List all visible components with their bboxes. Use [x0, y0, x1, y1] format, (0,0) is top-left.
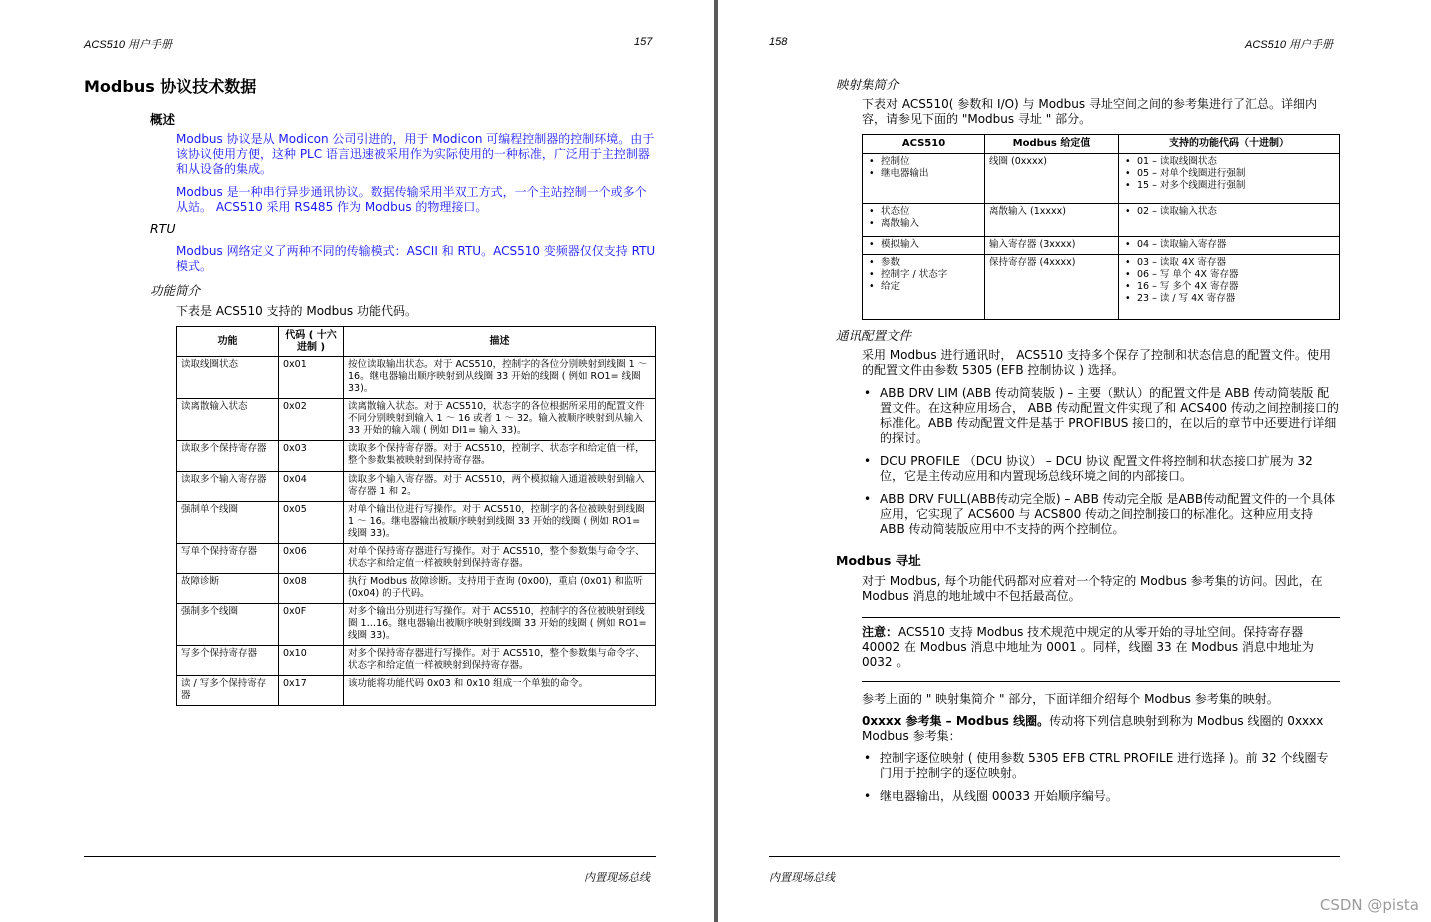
function-cell: 强制多个线圈 — [177, 604, 279, 646]
codes-cell — [1119, 237, 1340, 255]
section-title: Modbus 协议技术数据 — [84, 77, 257, 96]
list-item: • 02 – 读取输入状态 — [1123, 206, 1335, 218]
description-cell: 该功能将功能代码 0x03 和 0x10 组成一个单独的命令。 — [344, 676, 656, 706]
code-cell: 0x10 — [279, 646, 344, 676]
header-function: 功能 — [177, 327, 279, 357]
function-heading: 功能简介 — [150, 283, 201, 298]
reference-cell: 线圈 (0xxxx) — [985, 154, 1119, 204]
list-item: • 16 – 写 多个 4X 寄存器 — [1123, 281, 1335, 293]
table-row — [863, 255, 1340, 320]
list-item: • 控制字逐位映射 ( 使用参数 5305 EFB CTRL PROFILE 进行选择 )。前 32 个线圈专门用于控制字的逐位映射。 — [862, 751, 1340, 781]
header-title: ACS510 用户手册 — [84, 39, 173, 51]
list-item: • 06 – 写 单个 4X 寄存器 — [1123, 269, 1335, 281]
table-row — [177, 502, 656, 544]
reference-cell: 离散输入 (1xxxx) — [985, 204, 1119, 237]
list-item: • 控制字 / 状态字 — [867, 269, 980, 281]
codes-cell — [1119, 255, 1340, 320]
note-bottom-rule — [862, 681, 1340, 682]
description-cell: 读取多个保持寄存器。对于 ACS510，控制字、状态字和给定值一样，整个参数集被映射到保持寄存器。 — [344, 441, 656, 472]
acs-cell — [863, 255, 985, 320]
footer-text: 内置现场总线 — [769, 871, 835, 884]
list-item: • ABB DRV FULL(ABB传动完全版) – ABB 传动完全版 是ABB传动配置文件的一个具体应用，它实现了 ACS600 与 ACS800 传动之间控制接口的标准化。这种应用支持 ABB 传动简装版应用中不支持的两个控制位。 — [862, 492, 1340, 537]
list-item: • 23 – 读 / 写 4X 寄存器 — [1123, 293, 1335, 305]
overview-paragraph-1: Modbus 协议是从 Modicon 公司引进的，用于 Modicon 可编程控制器的控制环境。由于该协议使用方便，这种 PLC 语言迅速被采用作为实际使用的一种标准，广泛用于主控制器和从设备的集成。 — [176, 132, 655, 176]
code-cell: 0x0F — [279, 604, 344, 646]
description-cell: 读离散输入状态。对于 ACS510，状态字的各位根据所采用的配置文件不同分别映射到输入 1 ～ 16 或者 1 ～ 32。输入被顺序映射到从输入 33 开始的输入端 ( 例如 DI1= 输入 33)。 — [344, 399, 656, 441]
mapping-intro: 下表对 ACS510( 参数和 I/O) 与 Modbus 寻址空间之间的参考集进行了汇总。详细内容，请参见下面的 "Modbus 寻址 " 部分。 — [862, 97, 1317, 126]
coil-list — [862, 751, 1340, 812]
function-cell: 读取多个保持寄存器 — [177, 441, 279, 472]
list-item: • 15 – 对多个线圈进行强制 — [1123, 180, 1335, 192]
rtu-heading: RTU — [150, 221, 176, 236]
function-cell: 读离散输入状态 — [177, 399, 279, 441]
table-row — [177, 357, 656, 399]
table-header-row — [177, 327, 656, 357]
overview-heading: 概述 — [150, 112, 176, 127]
codes-cell — [1119, 204, 1340, 237]
function-code-table — [176, 326, 656, 706]
function-cell: 故障诊断 — [177, 574, 279, 604]
table-row — [177, 574, 656, 604]
table-header-row — [863, 135, 1340, 154]
footer-rule — [769, 856, 1340, 857]
footer-text: 内置现场总线 — [584, 871, 650, 884]
reference-cell: 保持寄存器 (4xxxx) — [985, 255, 1119, 320]
function-cell: 写多个保持寄存器 — [177, 646, 279, 676]
table-row — [177, 399, 656, 441]
function-cell: 读 / 写多个保持寄存器 — [177, 676, 279, 706]
coil-heading: 0xxxx 参考集 – Modbus 线圈。 — [862, 714, 1050, 728]
function-cell: 写单个保持寄存器 — [177, 544, 279, 574]
table-row — [863, 154, 1340, 204]
codes-cell — [1119, 154, 1340, 204]
reference-paragraph: 参考上面的 " 映射集简介 " 部分，下面详细介绍每个 Modbus 参考集的映射。 — [862, 692, 1279, 706]
left-page — [0, 0, 714, 922]
note-text: ACS510 支持 Modbus 技术规范中规定的从零开始的寻址空间。保持寄存器 40002 在 Modbus 消息中地址为 0001 。同样，线圈 33 在 Modbus 消息中地址为 0032 。 — [862, 625, 1314, 669]
list-item: • 05 – 对单个线圈进行强制 — [1123, 168, 1335, 180]
note-label: 注意： — [862, 625, 899, 639]
description-cell: 执行 Modbus 故障诊断。支持用于查询 (0x00)，重启 (0x01) 和监听 (0x04) 的子代码。 — [344, 574, 656, 604]
header-function-codes: 支持的功能代码（十进制） — [1119, 135, 1340, 154]
header-code: 代码 ( 十六进制 ) — [279, 327, 344, 357]
list-item: • DCU PROFILE （DCU 协议） – DCU 协议 配置文件将控制和状态接口扩展为 32 位，它是主传动应用和内置现场总线环境之间的内部接口。 — [862, 454, 1340, 484]
addressing-heading: Modbus 寻址 — [836, 553, 921, 568]
code-cell: 0x06 — [279, 544, 344, 574]
table-row — [177, 676, 656, 706]
profile-heading: 通讯配置文件 — [836, 328, 912, 343]
description-cell: 对多个保持寄存器进行写操作。对于 ACS510，整个参数集与命令字、状态字和给定值一样被映射到保持寄存器。 — [344, 646, 656, 676]
list-item: • 状态位 — [867, 206, 980, 218]
rtu-paragraph: Modbus 网络定义了两种不同的传输模式：ASCII 和 RTU。ACS510 变频器仅仅支持 RTU 模式。 — [176, 244, 656, 273]
code-cell: 0x02 — [279, 399, 344, 441]
footer-rule — [84, 856, 656, 857]
code-cell: 0x01 — [279, 357, 344, 399]
header-modbus-reference: Modbus 给定值 — [985, 135, 1119, 154]
function-cell: 读取多个输入寄存器 — [177, 472, 279, 502]
coil-text: 传动将下列信息映射到称为 Modbus 线圈的 0xxxx Modbus 参考集： — [862, 714, 1324, 743]
description-cell: 按位读取输出状态。对于 ACS510，控制字的各位分别映射到线圈 1 ～ 16。继电器输出顺序映射到从线圈 33 开始的线圈 ( 例如 RO1= 线圈 33)。 — [344, 357, 656, 399]
function-cell: 读取线圈状态 — [177, 357, 279, 399]
watermark: CSDN @pista — [1319, 896, 1419, 914]
description-cell: 对单个保持寄存器进行写操作。对于 ACS510，整个参数集与命令字、状态字和给定值一样被映射到保持寄存器。 — [344, 544, 656, 574]
code-cell: 0x05 — [279, 502, 344, 544]
list-item: • 模拟输入 — [867, 239, 980, 251]
code-cell: 0x08 — [279, 574, 344, 604]
list-item: • 控制位 — [867, 156, 980, 168]
table-row — [863, 237, 1340, 255]
list-item: • 01 – 读取线圈状态 — [1123, 156, 1335, 168]
note-box — [862, 625, 1340, 670]
code-cell: 0x03 — [279, 441, 344, 472]
list-item: • 参数 — [867, 257, 980, 269]
note-top-rule — [862, 617, 1340, 618]
reference-cell: 输入寄存器 (3xxxx) — [985, 237, 1119, 255]
acs-cell — [863, 204, 985, 237]
header-description: 描述 — [344, 327, 656, 357]
table-row — [177, 544, 656, 574]
description-cell: 对多个输出分别进行写操作。对于 ACS510，控制字的各位被映射到线圈 1…16。继电器输出被顺序映射到线圈 33 开始的线圈 ( 例如 RO1= 线圈 33)。 — [344, 604, 656, 646]
header-acs510: ACS510 — [863, 135, 985, 154]
addressing-paragraph: 对于 Modbus, 每个功能代码都对应着对一个特定的 Modbus 参考集的访问。因此，在 Modbus 消息的地址域中不包括最高位。 — [862, 574, 1323, 603]
list-item: • ABB DRV LIM (ABB 传动简装版 ) – 主要（默认）的配置文件是 ABB 传动简装版 配置文件。在这种应用场合， ABB 传动配置文件实现了和 ACS400 传动之间控制接口的标准化。ABB 传动配置文件是基于 PROFIBUS 接口的，在以后的章节中还要进行详细的探讨。 — [862, 386, 1340, 446]
description-cell: 对单个输出位进行写操作。对于 ACS510，控制字的各位被映射到线圈 1 ～ 16。继电器输出被顺序映射到线圈 33 开始的线圈 ( 例如 RO1= 线圈 33)。 — [344, 502, 656, 544]
code-cell: 0x04 — [279, 472, 344, 502]
list-item: • 离散输入 — [867, 218, 980, 230]
table-row — [177, 646, 656, 676]
mapping-heading: 映射集简介 — [836, 77, 899, 92]
function-intro: 下表是 ACS510 支持的 Modbus 功能代码。 — [176, 304, 417, 318]
table-row — [177, 604, 656, 646]
header-title: ACS510 用户手册 — [1245, 39, 1334, 51]
acs-cell — [863, 237, 985, 255]
page-number: 157 — [634, 36, 653, 48]
coil-paragraph — [862, 714, 1340, 744]
overview-paragraph-2: Modbus 是一种串行异步通讯协议。数据传输采用半双工方式，一个主站控制一个或多个从站。 ACS510 采用 RS485 作为 Modbus 的物理接口。 — [176, 185, 647, 214]
table-row — [177, 472, 656, 502]
list-item: • 04 – 读取输入寄存器 — [1123, 239, 1335, 251]
code-cell: 0x17 — [279, 676, 344, 706]
function-cell: 强制单个线圈 — [177, 502, 279, 544]
profile-paragraph: 采用 Modbus 进行通讯时， ACS510 支持多个保存了控制和状态信息的配置文件。使用的配置文件由参数 5305 (EFB 控制协议 ) 选择。 — [862, 348, 1331, 377]
acs-cell — [863, 154, 985, 204]
right-page — [718, 0, 1431, 922]
list-item: • 03 – 读取 4X 寄存器 — [1123, 257, 1335, 269]
profile-list — [862, 386, 1340, 545]
mapping-table — [862, 134, 1340, 320]
table-row — [177, 441, 656, 472]
list-item: • 继电器输出 — [867, 168, 980, 180]
page-number: 158 — [769, 36, 788, 48]
list-item: • 给定 — [867, 281, 980, 293]
list-item: • 继电器输出，从线圈 00033 开始顺序编号。 — [862, 789, 1340, 804]
table-row — [863, 204, 1340, 237]
description-cell: 读取多个输入寄存器。对于 ACS510，两个模拟输入通道被映射到输入寄存器 1 和 2。 — [344, 472, 656, 502]
